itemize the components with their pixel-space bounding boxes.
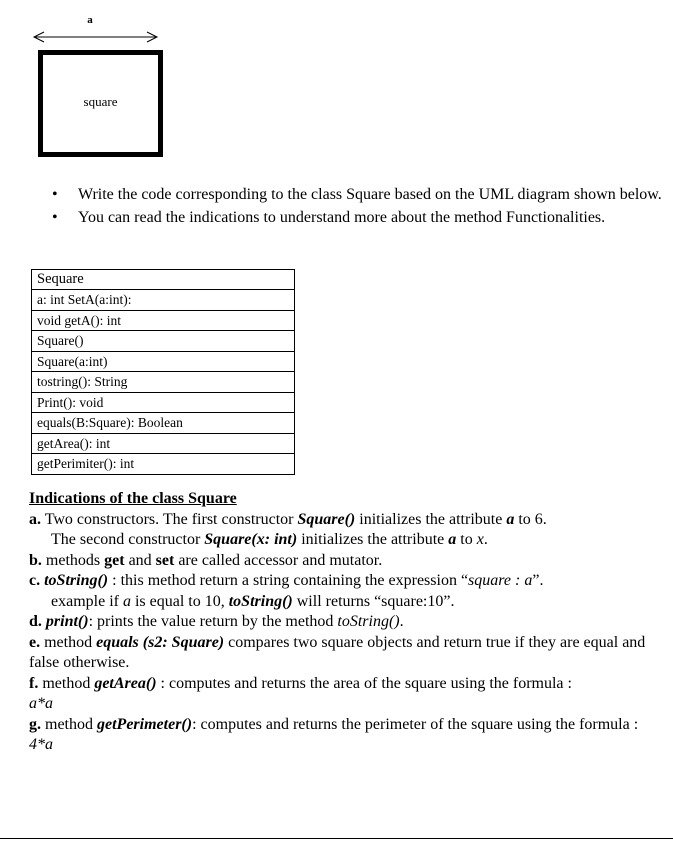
uml-member: getArea(): int: [32, 434, 294, 455]
indication-e: e. method equals (s2: Square) compares two square objects and return true if they are equal and false otherwise.: [29, 633, 646, 671]
uml-member: tostring(): String: [32, 372, 294, 393]
list-item: [52, 207, 667, 228]
indication-b: b. methods get and set are called accessor and mutator.: [29, 551, 383, 569]
indication-a-cont: The second constructor Square(x: int) initializes the attribute a to x.: [51, 531, 488, 548]
bullet-icon: •: [52, 209, 58, 226]
uml-member: getPerimiter(): int: [37, 456, 135, 471]
indication-a: a. Two constructors. The first constructor Square() initializes the attribute a to 6.: [29, 510, 547, 528]
indications-section: [29, 489, 659, 756]
indication-g: g. method getPerimeter(): computes and returns the perimeter of the square using the formula : 4*a: [29, 715, 639, 753]
indication-d: d. print(): prints the value return by the method toString().: [29, 613, 404, 630]
dimension-label: a: [87, 14, 93, 26]
uml-member: void getA(): int: [32, 311, 294, 332]
uml-member: equals(B:Square): Boolean: [32, 413, 294, 434]
page-divider: [0, 838, 673, 839]
indication-f: f. method getArea() : computes and returns the area of the square using the formula :: [29, 674, 572, 692]
uml-class-diagram: [31, 269, 295, 475]
indication-c-cont: example if a is equal to 10, toString() will returns “square:10”.: [51, 592, 455, 610]
uml-class-name: Sequare: [32, 270, 294, 290]
bullet-icon: •: [52, 186, 58, 203]
double-arrow-icon: [0, 0, 673, 50]
uml-member: Square(a:int): [32, 352, 294, 373]
square-shape: [38, 50, 163, 157]
section-heading: Indications of the class Square: [29, 490, 237, 507]
square-label: square: [83, 94, 118, 109]
uml-member: Print(): void: [32, 393, 294, 414]
indication-c: c. toString() : this method return a string containing the expression “square : a”.: [29, 572, 544, 589]
uml-member: a: int SetA(a:int):: [32, 290, 294, 311]
square-diagram: [0, 0, 673, 170]
uml-member: Square(): [32, 331, 294, 352]
list-item: [52, 184, 667, 205]
bullet-text: You can read the indications to understand more about the method Functionalities.: [78, 209, 606, 226]
instruction-list: [52, 184, 667, 230]
bullet-text: Write the code corresponding to the class Square based on the UML diagram shown below.: [78, 186, 662, 203]
indication-f-formula: a*a: [29, 695, 53, 712]
